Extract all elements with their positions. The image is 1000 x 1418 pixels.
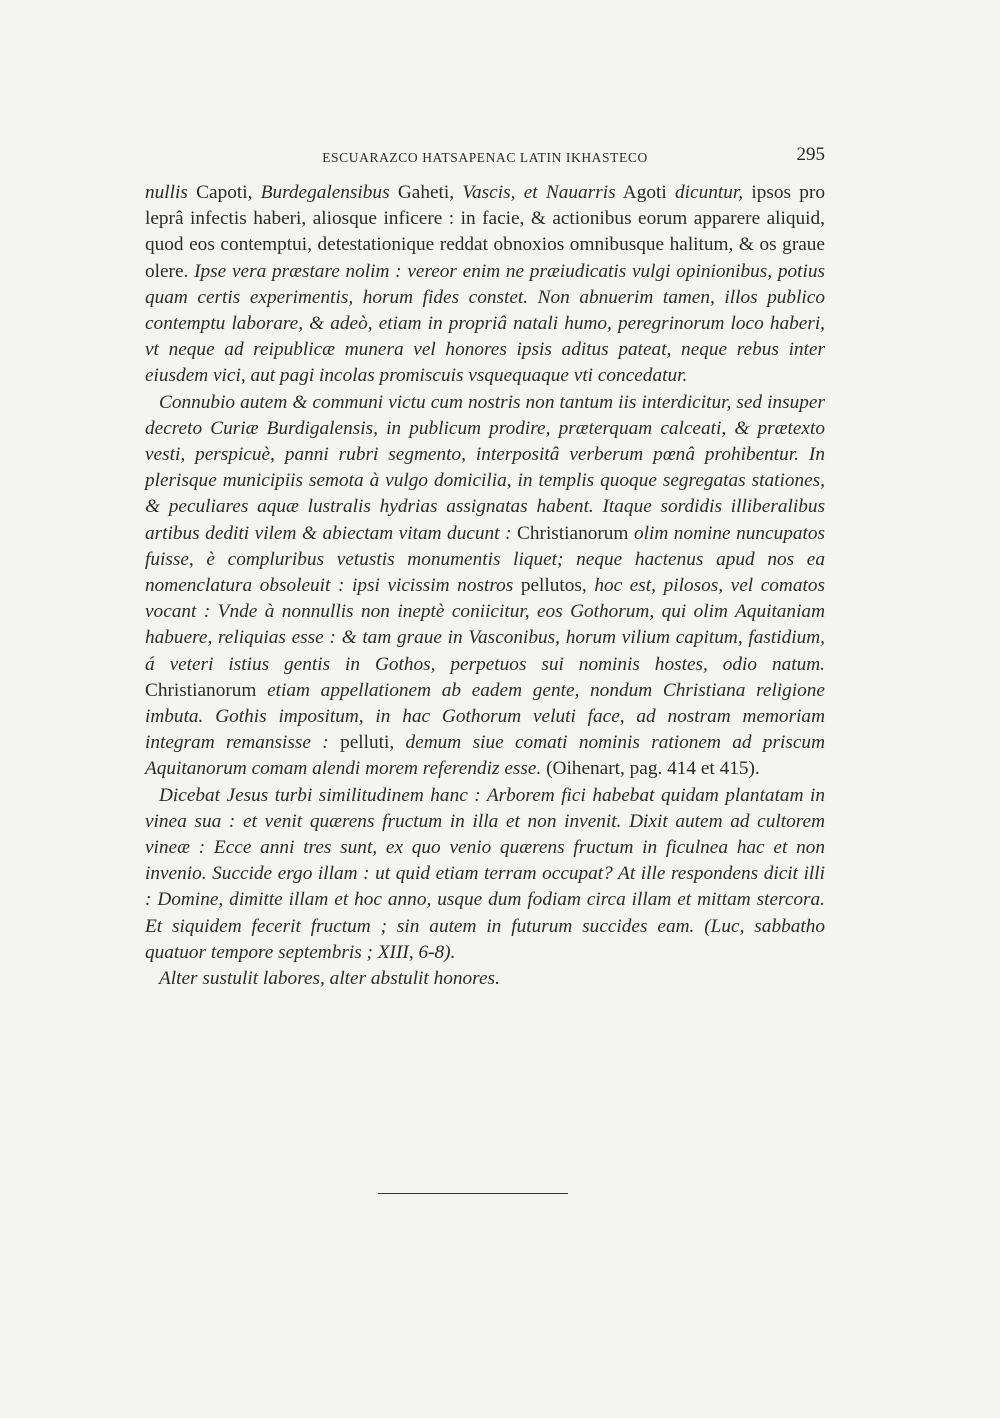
text-span: Connubio autem & communi victu cum nostris non tantum iis interdicitur, sed insuper decreto Curiæ Burdigalensis, in publicum prodire, præterquam calceati, & prætexto vesti, perspicuè, panni rubri segmento, interpositâ verberum pœnâ prohibentur. In plerisque municipiis semota à vulgo domicilia, in templis quoque segregatas stationes, & peculiares aquæ lustralis hydrias assignatas habent. Itaque sordidis illiberalibus artibus dediti vilem & abiectam vitam ducunt : [145,391,825,544]
running-head: ESCUARAZCO HATSAPENAC LATIN IKHASTECO [322,150,648,165]
text-span: pelluti, [340,732,395,754]
text-span: olim nomine nuncupatos fuisse, è compluribus vetustis monumentis liquet; neque hactenus apud nos ea nomenclatura obsoleuit : ipsi vicissim nostros [145,522,825,597]
text-span: Dicebat Jesus turbi similitudinem hanc : Arborem fici habebat quidam plantatam in vinea sua : et venit quærens fructum in illa et non invenit. Dixit autem ad cultorem vineæ : Ecce anni tres sunt, ex quo venio quærens fructum in ficulnea hac et non invenio. Succide ergo illam : ut quid etiam terram occupat? At ille respondens dicit illi : Domine, dimitte illam et hoc anno, usque dum fodiam circa illam et mittam stercora. Et siquidem fecerit fructum ; sin autem in futurum succides eam. (Luc, sabbatho quatuor tempore septembris ; XIII, 6-8). [145,784,825,963]
paragraph-1 [145,180,825,390]
text-span: dicuntur, [675,182,744,203]
text-span: Capoti, [187,182,261,203]
paragraph-3 [145,783,825,966]
paragraph-4 [145,966,825,992]
text-span: Vascis, et Nauarris [462,182,616,203]
closing-rule [378,1193,568,1194]
text-span: demum siue comati nominis rationem ad priscum Aquitanorum comam alendi morem referendiz esse. [145,732,825,780]
page-header [145,144,825,172]
text-span: ipsos pro leprâ infectis haberi, aliosque inficere : in facie, & actionibus eorum apparere aliquid, quod eos contemptui, detestationique reddat obnoxios omnibusque halitum, & os graue olere. [145,182,826,282]
text-span: etiam appellationem ab eadem gente, nondum Christiana religione imbuta. Gothis impositum, in hac Gothorum veluti face, ad nostram memoriam integram remansisse : [145,679,825,754]
text-span: Agoti [615,182,676,203]
text-span: Christianorum [517,522,629,544]
text-span: Burdegalensibus [260,182,390,203]
text-span: Gaheti, [389,182,463,203]
text-span: hoc est, pilosos, vel comatos vocant : Vnde à nonnullis non ineptè coniicitur, eos Gothorum, qui olim Aquitaniam habuere, reliquias esse : & tam graue in Vasconibus, horum vilium capitum, fastidium, á veteri istius gentis in Gothos, perpetuos sui nominis hostes, odio natum. [145,575,825,675]
paragraph-2 [145,390,825,783]
body-text [145,180,825,992]
text-span: pellutos, [520,575,587,597]
text-span: nullis [145,182,188,203]
text-span: Alter sustulit labores, alter abstulit honores. [159,968,500,990]
text-span: Christianorum [145,679,257,701]
page-number: 295 [796,144,825,165]
text-span: (Oihenart, pag. 414 et 415). [541,758,760,780]
text-span: Ipse vera præstare nolim : vereor enim ne præiudicatis vulgi opinionibus, potius quam certis experimentis, horum fides constet. Non abnuerim tamen, illos publico contemptu laborare, & adeò, etiam in propriâ natali humo, peregrinorum loco haberi, vt neque ad reipublicæ munera vel honores ipsis aditus pateat, neque rebus inter eiusdem vici, aut pagi incolas promiscuis vsquequaque vti concedatur. [145,260,825,387]
